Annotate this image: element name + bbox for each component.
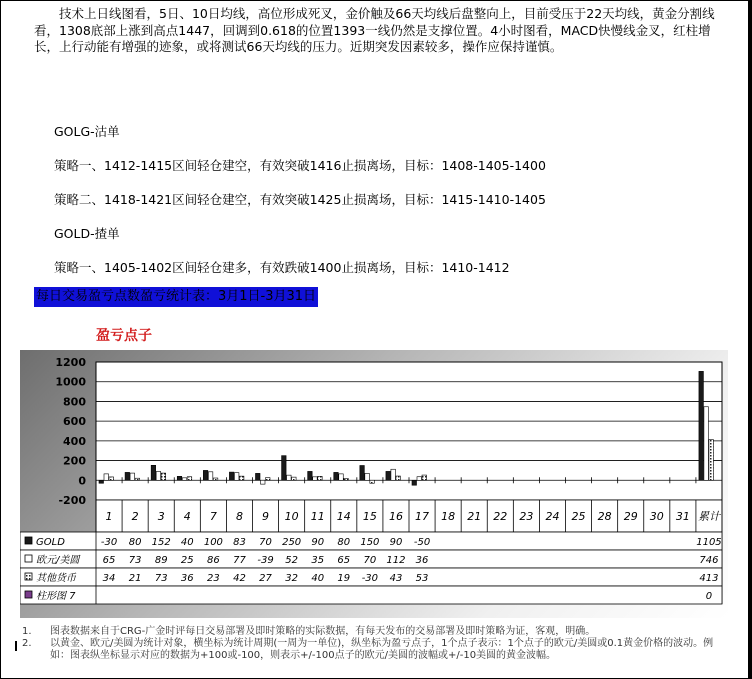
chart-bar-1 [229,472,234,480]
y-tick-label: 0 [78,474,86,488]
category-label: 10 [284,510,299,523]
footnote-number: 2. [22,638,32,649]
table-cell: -39 [257,555,274,566]
category-label: 3 [157,510,165,523]
chart-bar-1 [334,472,339,480]
category-label: 17 [415,510,430,523]
chart-bar-1 [256,473,261,480]
table-cell: 53 [415,573,429,584]
gold-strategy-1: 策略一、1405-1402区间轻仓建多，有效跌破1400止损离场，目标：1410-1412 [54,260,510,275]
analysis-paragraph [34,6,724,56]
table-cell: 250 [282,537,302,548]
chart-bar-2 [261,480,266,484]
text-cursor [15,641,17,651]
y-tick-label: 600 [63,415,86,429]
category-label: 累计 [697,510,720,523]
chart-bar-2 [417,477,422,481]
profit-loss-chart [20,350,728,618]
table-cell: 23 [207,573,220,584]
golg-title: GOLG-沽单 [54,124,120,139]
table-row-label: GOLD [36,537,65,548]
category-label: 11 [310,510,325,523]
table-cell: 152 [151,537,171,548]
table-cell: 90 [389,537,403,548]
category-label: 23 [519,510,534,523]
table-cell: 25 [180,555,194,566]
y-tick-label: 1000 [55,375,86,389]
footnotes [22,626,722,662]
chart-bar-3 [709,440,714,481]
chart-bar-3 [109,477,114,480]
category-label: 21 [467,510,482,523]
legend-swatch [25,591,32,598]
table-cell: 83 [233,537,246,548]
category-label: 18 [441,510,456,523]
table-cell: 77 [233,555,246,566]
table-row [20,586,722,604]
footnote-text: 图表数据来自于CRG-广金时评每日交易部署及即时策略的实际数据，有每天发布的交易部署及即时策略为证，客观，明确。 [50,626,596,637]
table-cell: 1105 [696,537,722,548]
table-cell: 86 [207,555,220,566]
footnote-item [22,638,722,662]
chart-bar-2 [130,473,135,480]
category-label: 31 [675,510,690,523]
chart-bar-2 [339,474,344,480]
table-row-label: 欧元/美圆 [36,555,80,566]
category-label: 24 [545,510,560,523]
legend-swatch [25,537,32,544]
category-label: 22 [493,510,508,523]
chart-bar-3 [318,476,323,480]
chart-bar-3 [266,478,271,481]
page-frame-right-edge [748,0,752,679]
table-cell: 100 [203,537,223,548]
category-label: 16 [388,510,403,523]
chart-bar-3 [292,477,297,480]
legend-swatch [25,573,32,580]
chart-bar-3 [344,478,349,480]
y-tick-label: 1200 [55,356,86,369]
table-cell: 70 [363,555,377,566]
table-cell: 43 [389,573,403,584]
table-cell: 36 [180,573,194,584]
category-label: 9 [262,510,270,523]
chart-bar-1 [699,371,704,480]
chart-bar-2 [365,473,370,480]
table-cell: 746 [699,555,719,566]
table-cell: 40 [180,537,194,548]
table-cell: 65 [102,555,116,566]
category-label: 14 [336,510,351,523]
table-cell: 27 [259,573,272,584]
chart-bar-3 [396,476,401,480]
table-cell: 19 [337,573,351,584]
chart-bar-1 [151,465,156,480]
chart-bar-3 [135,478,140,480]
chart-bar-1 [360,466,365,481]
category-label: 28 [597,510,612,523]
chart-bar-2 [234,473,239,481]
table-cell: 70 [259,537,272,548]
category-label: 2 [131,510,139,523]
chart-bar-3 [213,478,218,480]
table-cell: 40 [311,573,325,584]
chart-bar-1 [412,480,417,485]
category-label: 8 [235,510,243,523]
table-cell: -30 [361,573,379,584]
table-cell: 80 [337,537,351,548]
table-cell: 65 [337,555,351,566]
chart-bar-2 [156,472,161,481]
table-cell: 73 [154,573,168,584]
category-label: 1 [105,510,113,523]
table-cell: 32 [285,573,298,584]
golg-strategy-2: 策略二、1418-1421区间轻仓建空，有效突破1425止损离场，目标：1415-1410-1405 [54,192,546,207]
legend-swatch [25,555,32,562]
category-label: 15 [362,510,377,523]
chart-bar-1 [282,456,287,481]
chart-bar-3 [161,473,166,480]
chart-bar-2 [391,469,396,480]
chart-bar-3 [239,476,244,480]
table-cell: 0 [705,591,713,602]
chart-bar-2 [182,478,187,480]
chart-bar-1 [203,470,208,480]
table-cell: 42 [233,573,246,584]
analysis-text: 技术上日线图看，5日、10日均线，高位形成死叉，金价触及66天均线后盘整向上，目前受压于22天均线，黄金分割线看，1308底部上涨到高点1447，回调到0.618的位置1393一线仍然是支撑位置。4小时图看，MACD快慢线金叉，红柱增长，上行动能有增强的迹象，或将测试66天均线的压力。近期突发因素较多，操作应保持谨慎。 [34,6,715,54]
chart-bar-1 [386,471,391,480]
table-cell: 35 [311,555,325,566]
table-cell: 36 [415,555,429,566]
table-cell: 34 [102,573,116,584]
table-cell: -30 [100,537,118,548]
chart-bar-2 [104,474,109,480]
footnote-text: 以黄金、欧元/美圆为统计对象，横坐标为统计周期(一周为一单位)，纵坐标为盈亏点子，1个点子表示：1个点子的欧元/美圆或0.1黄金价格的波动。例如：图表纵坐标显示对应的数据为+100或-100，则表示+/-100点子的欧元/美圆的波幅或+/-10美圆的黄金波幅。 [50,638,714,661]
chart-bar-2 [704,407,709,481]
table-cell: 73 [128,555,142,566]
gold-title: GOLD-揸单 [54,226,120,241]
chart-bar-1 [177,476,182,480]
chart-bar-2 [208,472,213,480]
category-label: 30 [649,510,664,523]
stats-banner: 每日交易盈亏点数盈亏统计表：3月1日-3月31日 [34,287,318,307]
chart-bar-2 [287,475,292,480]
y-tick-label: -200 [58,494,86,507]
table-cell: 413 [699,573,719,584]
category-label: 7 [209,510,217,523]
golg-strategy-1: 策略一、1412-1415区间轻仓建空，有效突破1416止损离场，目标：1408-1405-1400 [54,158,546,173]
table-row-label: 其他货币 [36,573,76,584]
chart-bar-3 [422,475,427,480]
chart-bar-1 [308,471,313,480]
footnote-number: 1. [22,626,32,637]
chart-bar-2 [313,477,318,480]
table-cell: 112 [386,555,406,566]
table-cell: 90 [311,537,325,548]
category-label: 4 [183,510,191,523]
footnote-item [22,626,722,638]
chart-title: 盈亏点子 [96,328,152,344]
y-tick-label: 400 [63,434,86,448]
table-cell: 21 [128,573,142,584]
table-cell: 150 [360,537,380,548]
table-cell: 52 [285,555,298,566]
table-row-label: 柱形图 7 [36,591,76,602]
chart-bar-1 [99,480,104,483]
chart-bar-3 [187,477,192,481]
category-label: 29 [623,510,638,523]
table-cell: 89 [154,555,168,566]
chart-bar-1 [125,472,130,480]
category-label: 25 [571,510,586,523]
table-cell: -50 [413,537,431,548]
y-tick-label: 200 [63,454,86,468]
table-cell: 80 [128,537,142,548]
chart-bar-3 [370,480,375,483]
y-tick-label: 800 [63,395,86,409]
